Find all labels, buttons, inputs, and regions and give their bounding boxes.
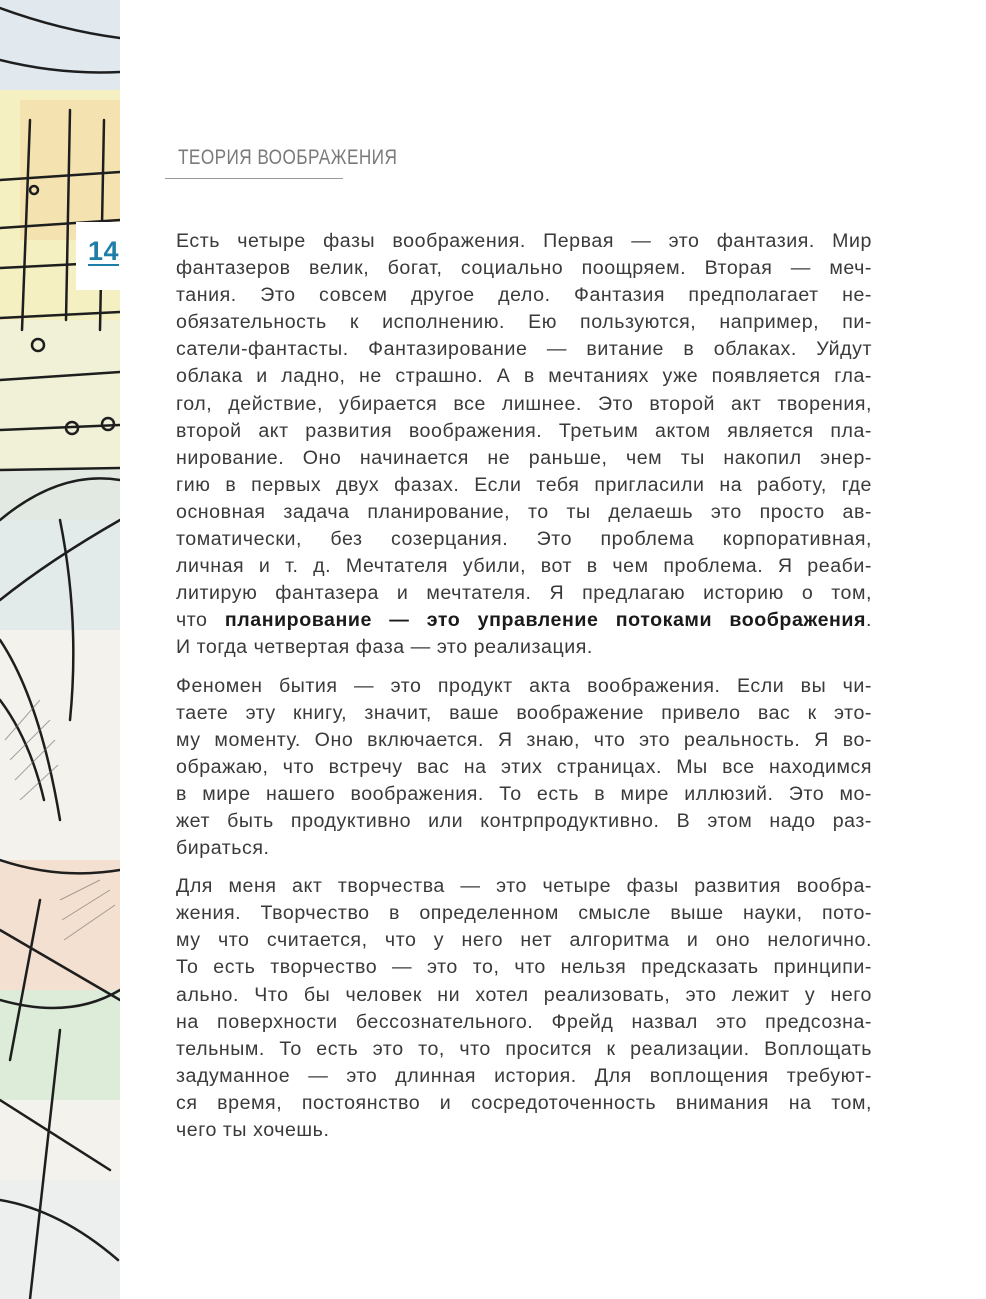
- text-line: таете эту книгу, значит, ваше воображение привело вас к это-: [176, 701, 872, 724]
- text-line: ся время, постоянство и сосредоточенность внимания на том,: [176, 1091, 872, 1114]
- text-line: бираться.: [176, 837, 270, 860]
- text-line: в мире нашего воображения. То есть в мире иллюзий. Это мо-: [176, 782, 872, 805]
- paragraph-1: [176, 228, 872, 662]
- text-line: чего ты хочешь.: [176, 1119, 330, 1141]
- text-line: То есть творчество — это то, что нельзя предсказать принципи-: [176, 956, 872, 979]
- emphasis-prefix: что: [176, 609, 225, 632]
- page-number: 14: [88, 236, 120, 266]
- text-line: на поверхности бессознательного. Фрейд назвал это предсозна-: [176, 1010, 872, 1033]
- decorative-illustration-strip: [0, 0, 120, 1299]
- text-line: сатели-фантасты. Фантазирование — витание в облаках. Уйдут: [176, 338, 872, 361]
- text-line: литирую фантазера и мечтателя. Я предлагаю историю о том,: [176, 582, 872, 605]
- text-line: личная и т. д. Мечтателя убили, вот в чем проблема. Я реаби-: [176, 555, 872, 578]
- paragraph-2: [176, 673, 872, 863]
- text-line: задуманное — это длинная история. Для воплощения требуют-: [176, 1064, 872, 1087]
- text-line: гол, действие, убирается все лишнее. Это второй акт творения,: [176, 392, 872, 415]
- text-line: томатически, без созерцания. Это проблема корпоративная,: [176, 528, 872, 551]
- text-line: И тогда четвертая фаза — это реализация.: [176, 636, 593, 659]
- text-line: тания. Это совсем другое дело. Фантазия предполагает не-: [176, 284, 872, 307]
- text-line: тельным. То есть это то, что просится к реализации. Воплощать: [176, 1037, 872, 1060]
- emphasis-line: [176, 607, 872, 634]
- text-line: облака и ладно, не страшно. А в мечтаниях уже появляется гла-: [176, 365, 872, 388]
- text-line: основная задача планирование, то ты делаешь это просто ав-: [176, 500, 872, 523]
- text-line: Есть четыре фазы воображения. Первая — это фантазия. Мир: [176, 230, 872, 252]
- text-line: жения. Творчество в определенном смысле выше науки, пото-: [176, 902, 872, 925]
- body-text: [176, 228, 872, 1155]
- text-line: обязательность к исполнению. Ею пользуются, например, пи-: [176, 311, 872, 334]
- running-head: ТЕОРИЯ ВООБРАЖЕНИЯ: [178, 146, 398, 169]
- emphasis-suffix: .: [865, 609, 872, 632]
- text-line: ально. Что бы человек ни хотел реализовать, это лежит у него: [176, 983, 872, 1006]
- text-line: ображаю, что встречу вас на этих страницах. Мы все находимся: [176, 755, 872, 778]
- running-head-rule: [165, 178, 343, 179]
- text-line: му моменту. Оно включается. Я знаю, что это реальность. Я во-: [176, 728, 872, 751]
- text-line: нирование. Оно начинается не раньше, чем ты накопил энер-: [176, 446, 872, 469]
- paragraph-3: [176, 873, 872, 1144]
- text-line: му что считается, что у него нет алгоритма и оно нелогично.: [176, 929, 872, 952]
- text-line: гию в первых двух фазах. Если тебя пригласили на работу, где: [176, 473, 872, 496]
- text-line: Для меня акт творчества — это четыре фазы развития вообра-: [176, 875, 872, 898]
- emphasis-text: планирование — это управление потоками воображения: [224, 609, 866, 632]
- text-line: Феномен бытия — это продукт акта воображения. Если вы чи-: [176, 674, 872, 697]
- text-line: второй акт развития воображения. Третьим актом является пла-: [176, 419, 872, 442]
- text-line: фантазеров велик, богат, социально поощряем. Вторая — меч-: [176, 257, 872, 280]
- text-line: жет быть продуктивно или контрпродуктивно. В этом надо раз-: [176, 809, 872, 832]
